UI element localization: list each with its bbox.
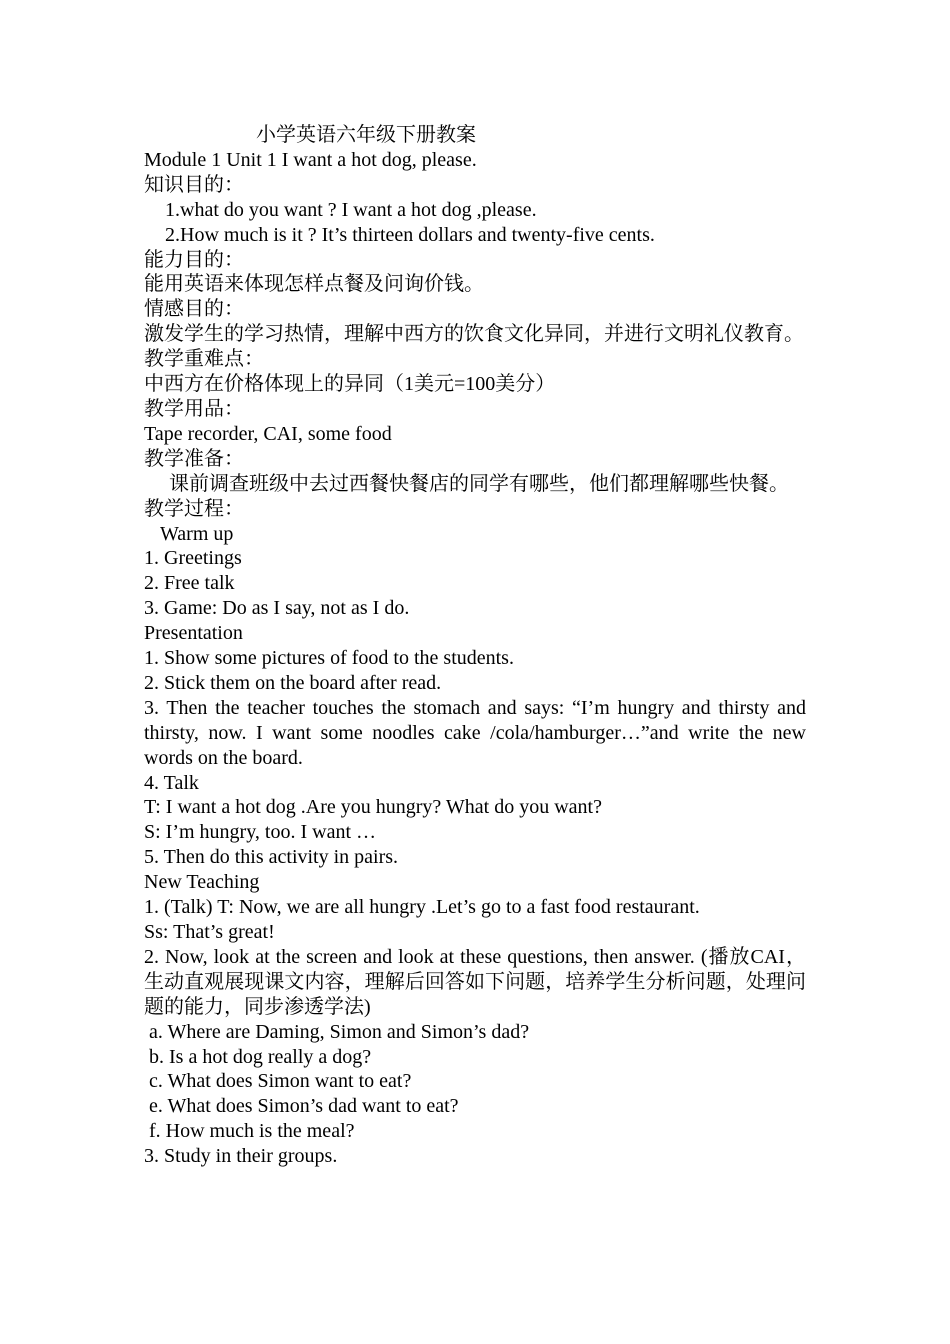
- presentation-item: T: I want a hot dog .Are you hungry? What do you want?: [144, 796, 602, 819]
- prep-heading: 教学准备：: [144, 447, 244, 470]
- question-item: b. Is a hot dog really a dog?: [149, 1045, 372, 1068]
- question-item: e. What does Simon’s dad want to eat?: [149, 1095, 459, 1118]
- warmup-heading: Warm up: [160, 522, 234, 545]
- question-item: f. How much is the meal?: [149, 1120, 355, 1143]
- prep-text-content: 课前调查班级中去过西餐快餐店的同学有哪些，他们都理解哪些快餐。: [169, 472, 789, 495]
- final-item: 3. Study in their groups.: [144, 1145, 338, 1168]
- question-item: a. Where are Daming, Simon and Simon’s dad?: [149, 1020, 530, 1043]
- question-item: c. What does Simon want to eat?: [149, 1070, 412, 1093]
- ability-heading: 能力目的：: [144, 248, 244, 271]
- newteaching-item: 1. (Talk) T: Now, we are all hungry .Let’s go to a fast food restaurant.: [144, 896, 700, 919]
- warmup-item: 1. Greetings: [144, 547, 242, 570]
- materials-heading: 教学用品：: [144, 397, 244, 420]
- process-heading: 教学过程：: [144, 497, 244, 520]
- presentation-item: 5. Then do this activity in pairs.: [144, 846, 399, 869]
- ability-text: 能用英语来体现怎样点餐及问询价钱。: [144, 273, 484, 296]
- presentation-heading: Presentation: [144, 622, 243, 645]
- keypoint-heading: 教学重难点：: [144, 348, 264, 371]
- warmup-item: 3. Game: Do as I say, not as I do.: [144, 597, 410, 620]
- presentation-item: 4. Talk: [144, 771, 199, 794]
- emotion-heading: 情感目的：: [144, 298, 244, 321]
- knowledge-heading: 知识目的：: [144, 173, 244, 196]
- newteaching-item: Ss: That’s great!: [144, 921, 275, 943]
- prep-text: [144, 472, 806, 497]
- knowledge-item: 1.what do you want ? I want a hot dog ,please.: [165, 198, 537, 221]
- module-heading: Module 1 Unit 1 I want a hot dog, please.: [144, 148, 477, 171]
- document-title: 小学英语六年级下册教案: [256, 124, 476, 146]
- presentation-item: 3. Then the teacher touches the stomach and says: “I’m hungry and thirsty and thirsty, now. I want some noodles cake /cola/hamburger…”and write the new words on the board.: [144, 696, 806, 769]
- newteaching-item: 2. Now, look at the screen and look at these questions, then answer. (播放CAI，生动直观展现课文内容，理解后回答如下问题，培养学生分析问题，处理问题的能力，同步渗透学法): [144, 945, 806, 1018]
- materials-text: Tape recorder, CAI, some food: [144, 422, 392, 445]
- warmup-item: 2. Free talk: [144, 572, 235, 595]
- presentation-item: 2. Stick them on the board after read.: [144, 671, 442, 694]
- knowledge-item: 2.How much is it ? It’s thirteen dollars and twenty-five cents.: [165, 223, 655, 246]
- lesson-plan-document: [144, 123, 806, 1169]
- presentation-item: S: I’m hungry, too. I want …: [144, 821, 377, 844]
- keypoint-text: 中西方在价格体现上的异同（1美元=100美分）: [144, 373, 556, 396]
- emotion-text: 激发学生的学习热情，理解中西方的饮食文化异同，并进行文明礼仪教育。: [144, 323, 804, 346]
- presentation-item: 1. Show some pictures of food to the students.: [144, 647, 514, 670]
- newteaching-heading: New Teaching: [144, 871, 260, 894]
